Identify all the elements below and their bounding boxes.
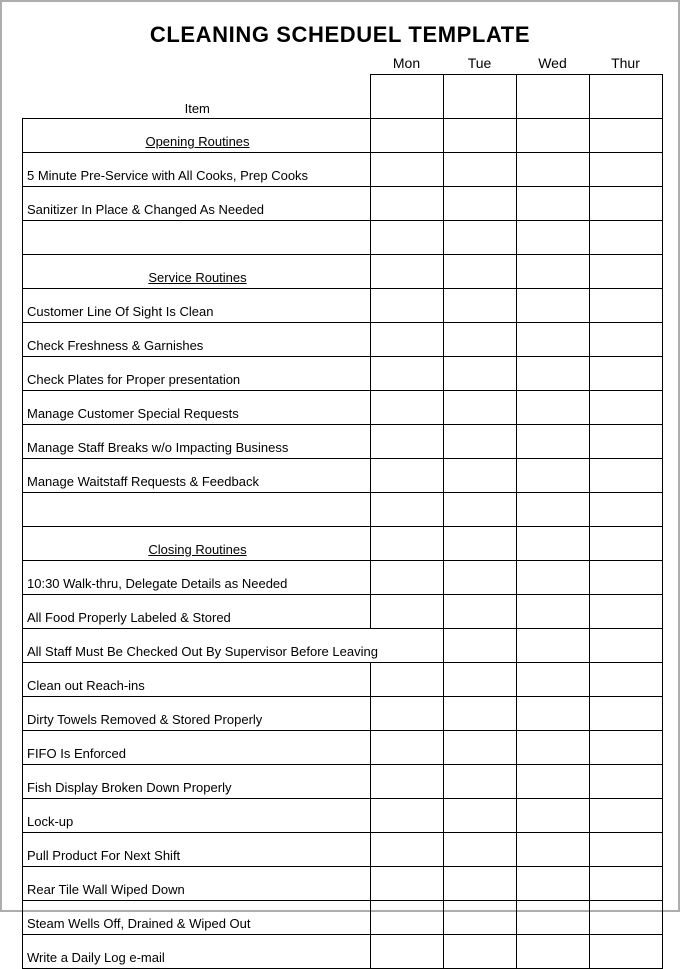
table-row	[23, 425, 663, 459]
day-cell	[517, 867, 590, 901]
day-cell	[371, 833, 444, 867]
day-cell	[444, 459, 517, 493]
item-cell: Lock-up	[23, 799, 371, 833]
day-cell	[371, 119, 444, 153]
day-cell	[590, 663, 663, 697]
day-cell	[590, 323, 663, 357]
day-cell	[371, 765, 444, 799]
day-cell	[590, 731, 663, 765]
day-cell	[517, 901, 590, 935]
item-cell: Steam Wells Off, Drained & Wiped Out	[23, 901, 371, 935]
page-title: CLEANING SCHEDUEL TEMPLATE	[149, 22, 531, 47]
day-cell	[590, 799, 663, 833]
day-header-row	[370, 55, 662, 72]
item-cell: Manage Customer Special Requests	[23, 391, 371, 425]
day-cell	[517, 75, 590, 119]
day-cell	[371, 595, 444, 629]
day-cell	[444, 799, 517, 833]
day-cell	[444, 255, 517, 289]
day-cell	[444, 935, 517, 969]
table-row	[23, 75, 663, 119]
section-header-cell: Closing Routines	[23, 527, 371, 561]
day-cell	[371, 425, 444, 459]
item-cell: Fish Display Broken Down Properly	[23, 765, 371, 799]
day-cell	[590, 221, 663, 255]
day-cell	[371, 799, 444, 833]
day-cell	[444, 357, 517, 391]
day-cell	[444, 493, 517, 527]
table-row	[23, 119, 663, 153]
day-cell	[590, 153, 663, 187]
day-cell	[590, 391, 663, 425]
day-cell	[444, 187, 517, 221]
day-cell	[517, 425, 590, 459]
table-row	[23, 799, 663, 833]
table-row	[23, 153, 663, 187]
day-cell	[517, 561, 590, 595]
day-cell	[444, 867, 517, 901]
table-row	[23, 391, 663, 425]
day-cell	[444, 765, 517, 799]
day-cell	[590, 595, 663, 629]
item-cell: Dirty Towels Removed & Stored Properly	[23, 697, 371, 731]
day-cell	[517, 833, 590, 867]
day-cell	[590, 75, 663, 119]
day-cell	[444, 75, 517, 119]
day-cell	[444, 221, 517, 255]
day-cell	[590, 425, 663, 459]
day-cell	[444, 697, 517, 731]
day-cell	[371, 527, 444, 561]
day-cell	[517, 221, 590, 255]
day-cell	[590, 493, 663, 527]
day-cell	[371, 289, 444, 323]
day-cell	[371, 221, 444, 255]
day-cell	[371, 391, 444, 425]
day-cell	[444, 527, 517, 561]
day-cell	[371, 901, 444, 935]
day-cell	[590, 833, 663, 867]
table-row	[23, 867, 663, 901]
day-cell	[371, 493, 444, 527]
day-cell	[517, 187, 590, 221]
day-header-tue: Tue	[467, 55, 492, 71]
day-cell	[590, 867, 663, 901]
day-cell	[517, 595, 590, 629]
day-cell	[444, 289, 517, 323]
day-cell	[517, 153, 590, 187]
day-cell	[444, 901, 517, 935]
schedule-table	[22, 74, 663, 969]
table-row	[23, 221, 663, 255]
day-cell	[590, 459, 663, 493]
day-cell	[444, 119, 517, 153]
day-cell	[444, 663, 517, 697]
day-cell	[517, 629, 590, 663]
item-cell: Rear Tile Wall Wiped Down	[23, 867, 371, 901]
day-cell	[371, 697, 444, 731]
day-cell	[517, 289, 590, 323]
table-row	[23, 289, 663, 323]
day-cell	[371, 935, 444, 969]
table-row	[23, 187, 663, 221]
day-cell	[590, 935, 663, 969]
day-cell	[371, 187, 444, 221]
table-row	[23, 323, 663, 357]
table-row	[23, 595, 663, 629]
day-cell	[371, 561, 444, 595]
table-row	[23, 561, 663, 595]
table-row	[23, 935, 663, 969]
item-cell: Write a Daily Log e-mail	[23, 935, 371, 969]
day-cell	[517, 119, 590, 153]
day-cell	[517, 391, 590, 425]
item-cell: Manage Waitstaff Requests & Feedback	[23, 459, 371, 493]
day-cell	[517, 357, 590, 391]
day-cell	[590, 697, 663, 731]
table-row	[23, 765, 663, 799]
day-cell	[371, 255, 444, 289]
day-cell	[517, 527, 590, 561]
day-cell	[444, 833, 517, 867]
table-row	[23, 901, 663, 935]
day-cell	[517, 663, 590, 697]
day-cell	[371, 867, 444, 901]
section-header-cell: Service Routines	[23, 255, 371, 289]
item-cell-merged: All Staff Must Be Checked Out By Supervisor Before Leaving	[23, 629, 444, 663]
day-cell	[444, 561, 517, 595]
day-cell	[371, 731, 444, 765]
day-cell	[590, 901, 663, 935]
table-row	[23, 357, 663, 391]
day-cell	[444, 153, 517, 187]
item-cell: 10:30 Walk-thru, Delegate Details as Needed	[23, 561, 371, 595]
day-header-wed: Wed	[538, 55, 567, 71]
table-row	[23, 663, 663, 697]
day-cell	[371, 459, 444, 493]
item-cell: FIFO Is Enforced	[23, 731, 371, 765]
day-cell	[371, 663, 444, 697]
table-row	[23, 255, 663, 289]
item-cell	[23, 493, 371, 527]
day-cell	[371, 357, 444, 391]
day-cell	[590, 255, 663, 289]
item-cell: Sanitizer In Place & Changed As Needed	[23, 187, 371, 221]
item-cell: All Food Properly Labeled & Stored	[23, 595, 371, 629]
day-cell	[444, 391, 517, 425]
section-header-cell: Opening Routines	[23, 119, 371, 153]
day-cell	[517, 493, 590, 527]
day-cell	[590, 561, 663, 595]
day-cell	[444, 731, 517, 765]
day-cell	[590, 357, 663, 391]
day-cell	[444, 323, 517, 357]
day-cell	[444, 425, 517, 459]
day-cell	[517, 799, 590, 833]
table-row	[23, 527, 663, 561]
day-cell	[590, 119, 663, 153]
item-cell	[23, 221, 371, 255]
item-column-header: Item	[23, 75, 371, 119]
day-cell	[590, 289, 663, 323]
table-row	[23, 731, 663, 765]
table-row	[23, 629, 663, 663]
day-cell	[517, 459, 590, 493]
day-header-thur: Thur	[611, 55, 640, 71]
day-cell	[590, 629, 663, 663]
day-cell	[590, 765, 663, 799]
table-row	[23, 833, 663, 867]
day-cell	[517, 323, 590, 357]
day-cell	[444, 629, 517, 663]
item-cell: Check Plates for Proper presentation	[23, 357, 371, 391]
day-cell	[590, 187, 663, 221]
day-cell	[371, 75, 444, 119]
item-cell: Pull Product For Next Shift	[23, 833, 371, 867]
table-row	[23, 697, 663, 731]
day-cell	[590, 527, 663, 561]
day-cell	[517, 255, 590, 289]
day-cell	[371, 323, 444, 357]
day-cell	[517, 765, 590, 799]
day-cell	[517, 935, 590, 969]
item-cell: Clean out Reach-ins	[23, 663, 371, 697]
item-cell: Check Freshness & Garnishes	[23, 323, 371, 357]
day-cell	[444, 595, 517, 629]
day-cell	[517, 731, 590, 765]
day-header-mon: Mon	[392, 55, 421, 71]
table-row	[23, 459, 663, 493]
item-cell: 5 Minute Pre-Service with All Cooks, Prep Cooks	[23, 153, 371, 187]
day-cell	[371, 153, 444, 187]
table-row	[23, 493, 663, 527]
item-cell: Manage Staff Breaks w/o Impacting Business	[23, 425, 371, 459]
day-cell	[517, 697, 590, 731]
item-cell: Customer Line Of Sight Is Clean	[23, 289, 371, 323]
